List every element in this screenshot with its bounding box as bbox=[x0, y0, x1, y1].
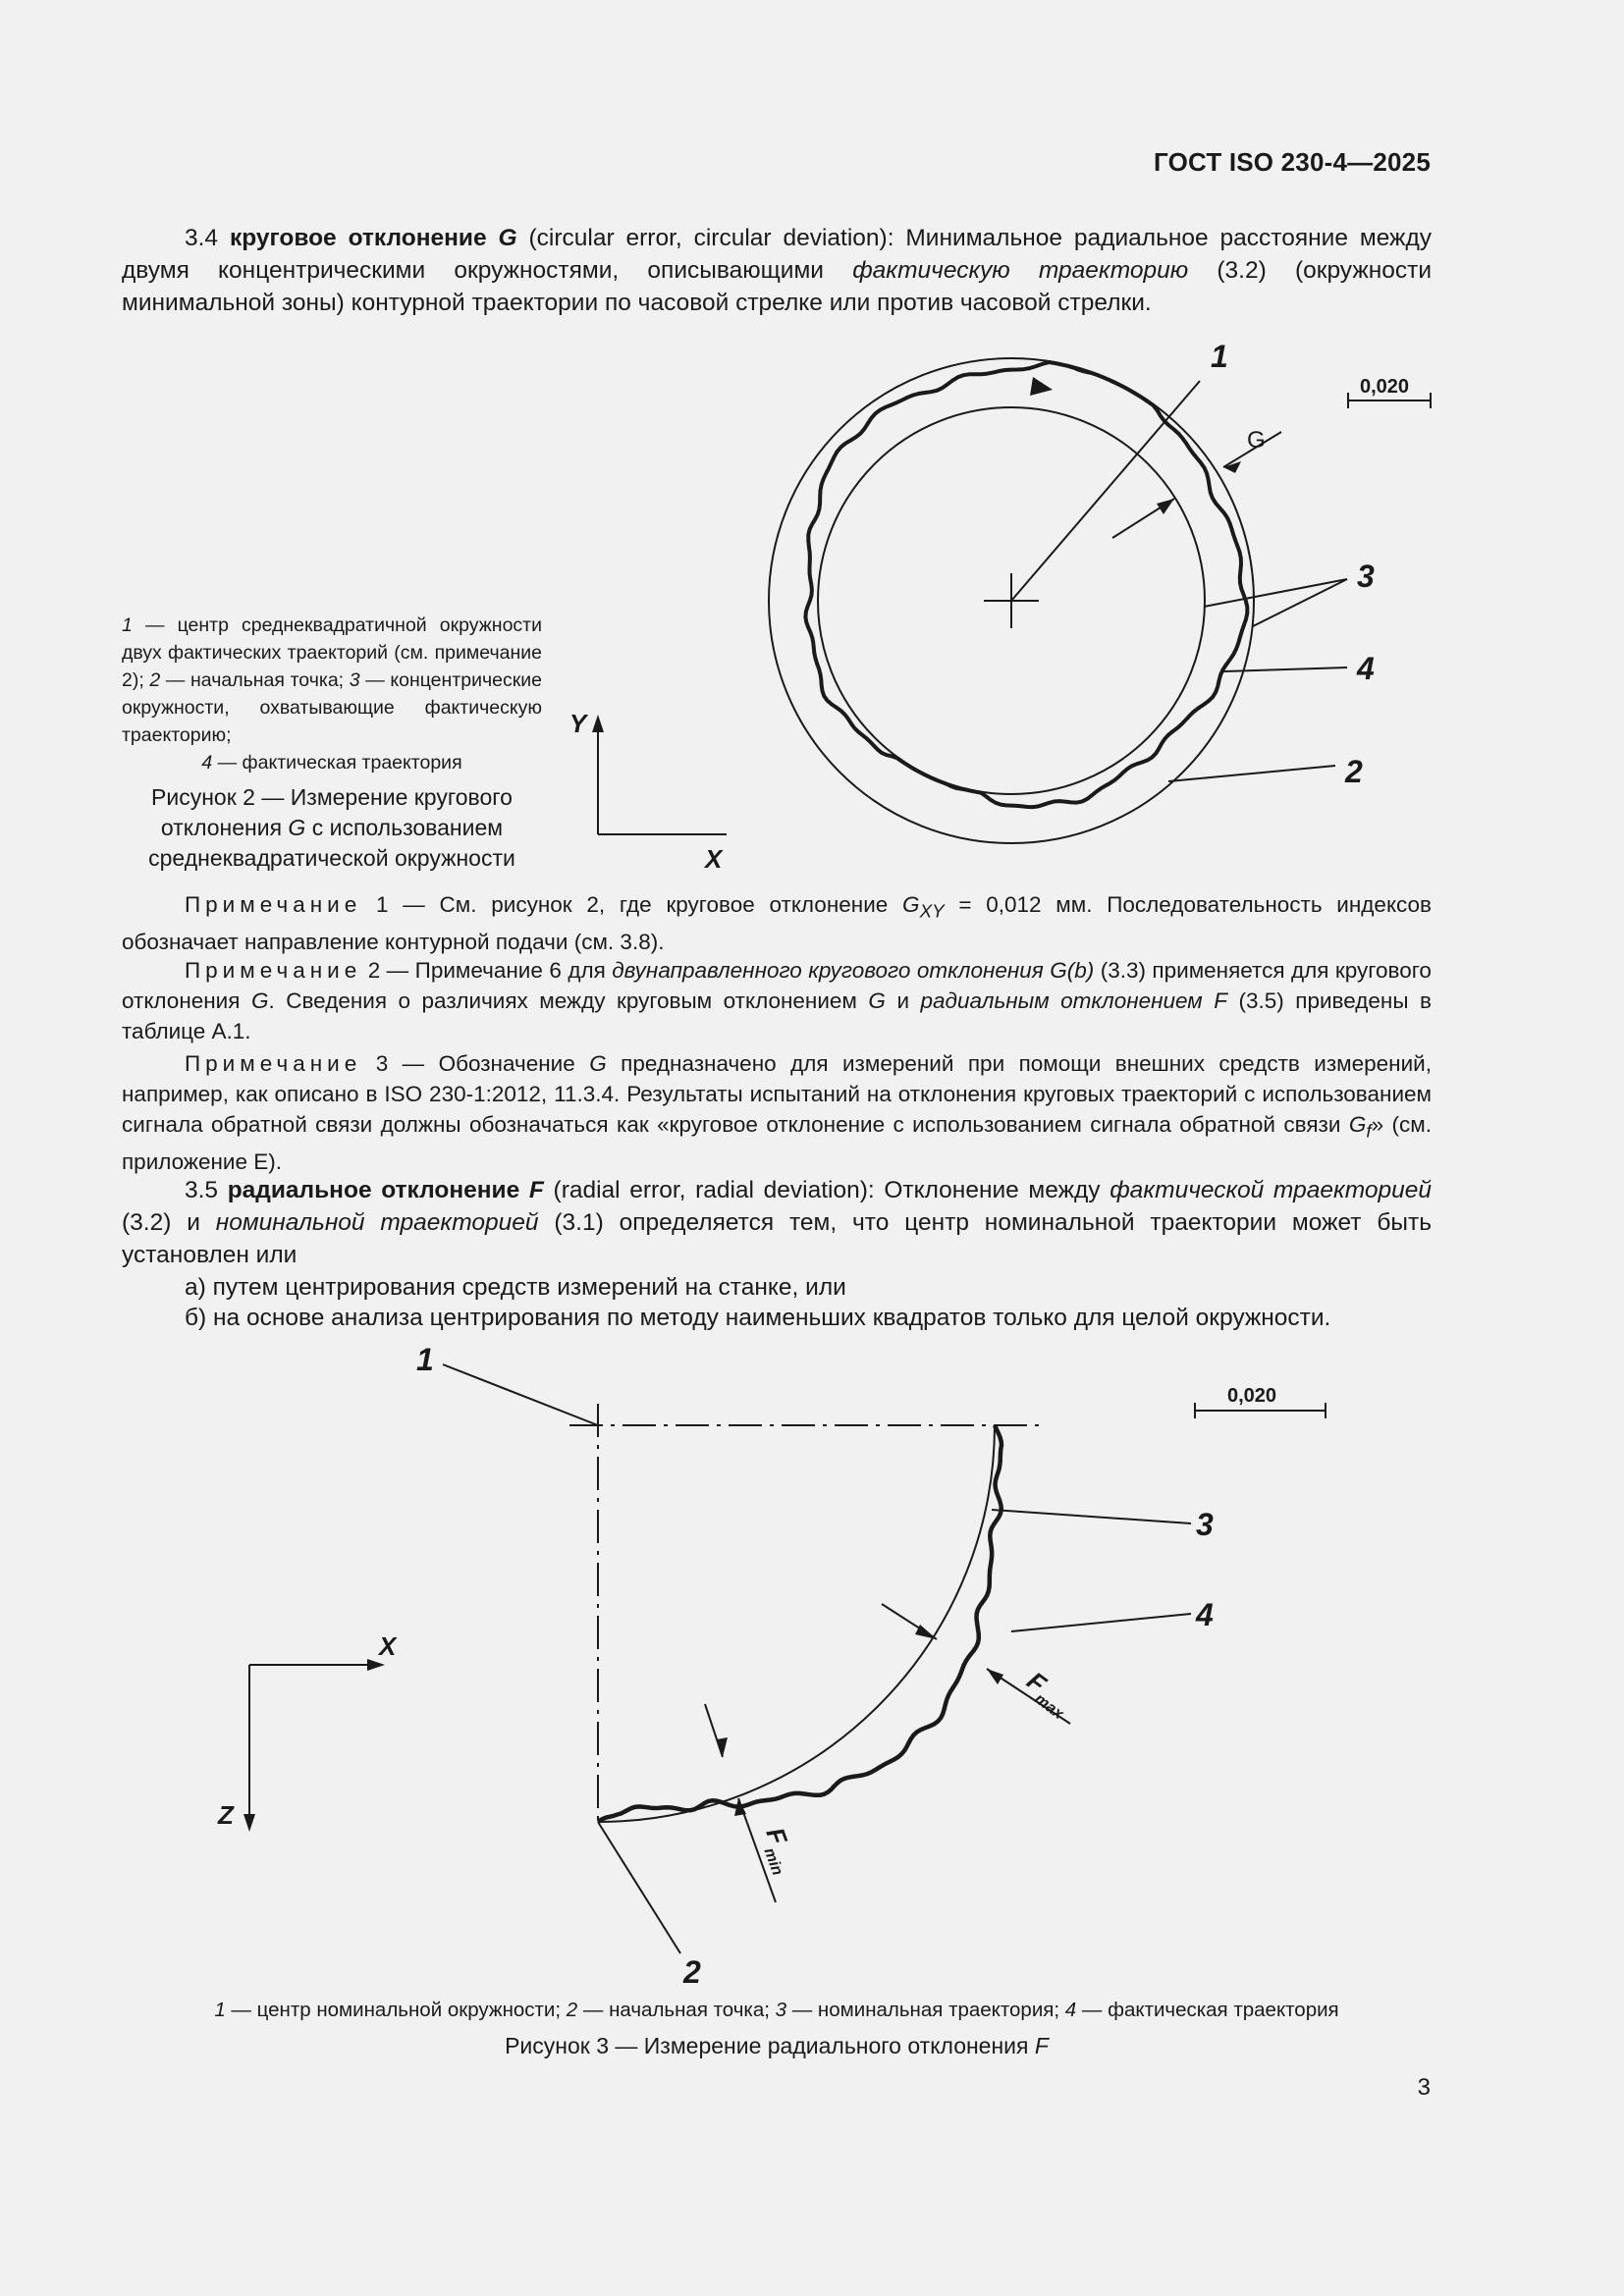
fmin-subscript: min bbox=[760, 1845, 786, 1878]
leader-4 bbox=[1223, 667, 1347, 671]
fmax-subscript: max bbox=[1031, 1690, 1067, 1724]
leader-3a bbox=[1204, 579, 1347, 607]
note-text: (3.5) приведены в таблице А.1. bbox=[122, 988, 1432, 1043]
note-subscript: f bbox=[1366, 1120, 1372, 1142]
label-3: 3 bbox=[1196, 1507, 1214, 1542]
label-3: 3 bbox=[1357, 559, 1375, 594]
axis-x-label: X bbox=[705, 844, 723, 874]
legend-key: 3 bbox=[775, 1999, 787, 2021]
leader-2 bbox=[1168, 766, 1335, 781]
axis-x-label: X bbox=[379, 1631, 397, 1661]
term-symbol: F bbox=[528, 1177, 544, 1203]
leader-1 bbox=[443, 1364, 598, 1425]
definition-rest: (3.2) (окружности минимальной зоны) контурной траектории по часовой стрелке или против часовой стрелки. bbox=[122, 257, 1433, 316]
legend-key: 4 bbox=[1064, 1999, 1077, 2021]
note-symbol: G bbox=[250, 988, 269, 1013]
definition: (circular error, circular deviation): Минимальное радиальное расстояние между двумя концентрическими окружностями, описывающими bbox=[122, 225, 1432, 284]
fmax-label: F bbox=[1021, 1665, 1053, 1699]
label-2: 2 bbox=[1345, 754, 1363, 789]
note-symbol: G bbox=[868, 988, 886, 1013]
note-text: и bbox=[896, 988, 910, 1013]
y-axis-arrow-icon bbox=[592, 715, 604, 732]
legend-text: — центр среднеквадратичной окружности двух фактических траекторий (см. примечание 2); bbox=[122, 614, 542, 691]
direction-arrow-icon bbox=[1030, 377, 1053, 396]
section-number: 3.5 bbox=[185, 1177, 219, 1203]
document-code: ГОСТ ISO 230-4—2025 bbox=[1153, 147, 1431, 177]
definition: (3.2) и bbox=[122, 1209, 200, 1236]
g-arrow-icon bbox=[1223, 461, 1241, 473]
axis-y-label: Y bbox=[569, 709, 587, 738]
note-subscript: XY bbox=[919, 900, 945, 922]
leader-2 bbox=[598, 1822, 680, 1953]
nominal-trajectory bbox=[598, 1425, 995, 1822]
leader-3 bbox=[992, 1510, 1191, 1523]
definition: (3.1) определяется тем, что центр номинальной траектории может быть установлен или bbox=[122, 1209, 1432, 1268]
term-link: фактическую траекторию bbox=[852, 257, 1189, 284]
caption-text: Рисунок 3 — Измерение радиального отклонения bbox=[505, 2033, 1029, 2058]
note-italic: двунаправленного кругового отклонения G(b) bbox=[612, 958, 1095, 983]
fmax-arrow-icon bbox=[987, 1669, 1003, 1684]
legend-key: 2 bbox=[149, 669, 161, 691]
note-head: Примечание bbox=[185, 892, 362, 917]
label-4: 4 bbox=[1196, 1597, 1214, 1632]
legend-text: — номинальная траектория; bbox=[791, 1999, 1060, 2021]
note-text: = 0,012 мм. Последовательность индексов обозначает направление контурной подачи (см. 3.8). bbox=[122, 892, 1433, 954]
list-item-b: б) на основе анализа центрирования по методу наименьших квадратов только для целой окружности. bbox=[185, 1305, 1331, 1331]
label-1: 1 bbox=[416, 1342, 434, 1377]
note-symbol: G bbox=[1348, 1112, 1367, 1137]
legend-key: 1 bbox=[122, 614, 133, 636]
note-text: » (см. приложение E). bbox=[122, 1112, 1432, 1174]
caption-text: с использованием среднеквадратической окружности bbox=[148, 815, 515, 871]
label-4: 4 bbox=[1357, 651, 1375, 686]
term: радиальное отклонение bbox=[227, 1177, 520, 1203]
note-text: предназначено для измерений при помощи внешних средств измерений, например, как описано в ISO 230-1:2012, 11.3.4. Результаты испытаний на отклонения круговых траекторий с использованием сигнала обратной связи должны обозначаться как «круговое отклонение с использованием сигнала обратной связи bbox=[122, 1051, 1432, 1137]
label-1: 1 bbox=[1211, 339, 1228, 374]
z-axis-arrow-icon bbox=[244, 1814, 255, 1832]
definition: (radial error, radial deviation): Отклонение между bbox=[553, 1177, 1101, 1203]
caption-symbol: F bbox=[1034, 2033, 1049, 2058]
note-text: 2 — Примечание 6 для bbox=[367, 958, 606, 983]
section-number: 3.4 bbox=[185, 225, 219, 251]
legend-text: — концентрические окружности, охватывающие фактическую траекторию; bbox=[122, 669, 542, 746]
label-2: 2 bbox=[683, 1954, 701, 1990]
caption-text: Рисунок 2 — Измерение кругового отклонения bbox=[151, 784, 513, 840]
note-symbol: G bbox=[902, 892, 920, 917]
legend-text: — начальная точка; bbox=[582, 1999, 770, 2021]
note-italic: радиальным отклонением F bbox=[920, 988, 1227, 1013]
legend-key: 3 bbox=[349, 669, 360, 691]
figure-3-diagram bbox=[244, 1364, 1326, 1953]
legend-text: — фактическая траектория bbox=[1081, 1999, 1339, 2021]
note-text: 3 — Обозначение bbox=[375, 1051, 575, 1076]
leader-4 bbox=[1011, 1614, 1191, 1631]
note-text: 1 — См. рисунок 2, где круговое отклонение bbox=[376, 892, 889, 917]
legend-key: 1 bbox=[214, 1999, 226, 2021]
fmin-dim-line bbox=[705, 1704, 723, 1757]
note-head: Примечание bbox=[185, 958, 362, 983]
label-g: G bbox=[1247, 427, 1266, 454]
axis-z-label: Z bbox=[218, 1800, 234, 1830]
note-symbol: G bbox=[589, 1051, 607, 1076]
fmin-label: F bbox=[760, 1823, 793, 1848]
leader-3b bbox=[1253, 579, 1347, 626]
scale-label: 0,020 bbox=[1360, 376, 1410, 398]
caption-symbol: G bbox=[288, 815, 306, 840]
legend-text: — фактическая траектория bbox=[217, 752, 462, 774]
term-link: номинальной траекторией bbox=[215, 1209, 539, 1236]
term: круговое отклонение bbox=[229, 225, 487, 251]
term-symbol: G bbox=[498, 225, 517, 251]
g-arrow-icon bbox=[1157, 499, 1174, 514]
legend-text: — центр номинальной окружности; bbox=[231, 1999, 562, 2021]
note-text: (3.3) применяется для кругового отклонения bbox=[122, 958, 1432, 1013]
note-head: Примечание bbox=[185, 1051, 362, 1076]
list-item-a: а) путем центрирования средств измерений на станке, или bbox=[185, 1274, 846, 1301]
term-link: фактической траекторией bbox=[1110, 1177, 1433, 1203]
legend-text: — начальная точка; bbox=[165, 669, 345, 691]
note-text: . Сведения о различиях между круговым отклонением bbox=[268, 988, 857, 1013]
page-number: 3 bbox=[1417, 2074, 1431, 2101]
scale-label: 0,020 bbox=[1227, 1385, 1277, 1407]
legend-key: 4 bbox=[201, 752, 213, 774]
figure-2-diagram bbox=[592, 358, 1431, 843]
legend-key: 2 bbox=[566, 1999, 578, 2021]
